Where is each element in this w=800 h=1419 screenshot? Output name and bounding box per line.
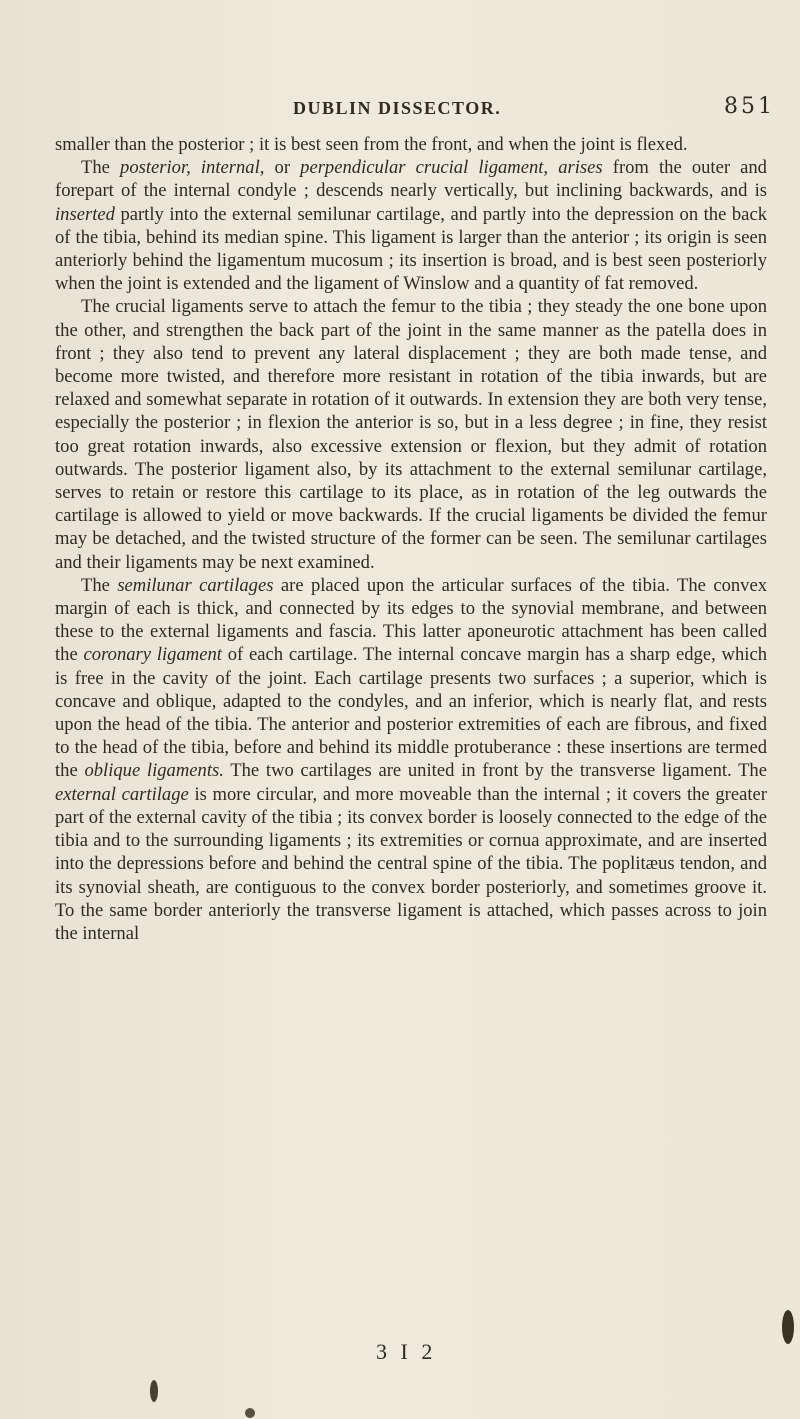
- italic-term: perpendicular crucial ligament,: [300, 157, 549, 179]
- paragraph: [55, 156, 767, 295]
- text-run: The crucial ligaments serve to attach the femur to the tibia ; they steady the one bone upon the other, and strengthen the back part of the joint in the same manner as the patella does in front ; they also tend to prevent any lateral displacement ; they are both made tense, and become more twisted, and therefore more resistant in rotation of the tibia inwards, but are relaxed and somewhat separate in rotation of it outwards. In extension they are both very tense, especially the posterior ; in flexion the anterior is so, but in a less degree ; in fine, they resist too great rotation inwards, also excessive extension or flexion, but they admit of rotation outwards. The posterior ligament also, by its attachment to the external semilunar cartilage, serves to retain or restore this cartilage to its place, as in rotation of the leg outwards the cartilage is allowed to yield or move backwards. If the crucial ligaments be divided the femur may be detached, and the twisted structure of the former can be seen. The semilunar cartilages and their ligaments may be next examined.: [55, 296, 767, 573]
- italic-term: oblique ligaments.: [84, 760, 224, 782]
- signature-mark: 3 I 2: [376, 1339, 437, 1364]
- paragraph: [55, 574, 767, 945]
- italic-term: inserted: [55, 203, 115, 225]
- italic-term: coronary ligament: [83, 644, 222, 666]
- italic-term: arises: [558, 157, 603, 179]
- text-run: [548, 157, 558, 178]
- ink-spot: [150, 1380, 158, 1402]
- text-run: The: [81, 574, 118, 596]
- italic-term: posterior, internal,: [120, 157, 265, 179]
- body-text: [55, 133, 767, 945]
- italic-term: external cartilage: [55, 783, 189, 805]
- text-run: is more circular, and more moveable than the internal ; it covers the greater part of the external cavity of the tibia ; its convex border is loosely connected to the edge of the tibia and to the surrounding ligaments ; its extremities or cornua approximate, and are inserted into the depressions before and behind the central spine of the tibia. The poplitæus tendon, and its synovial sheath, are contiguous to the convex border posteriorly, and sometimes groove it. To the same border anteriorly the transverse ligament is attached, which passes across to join the internal: [55, 783, 767, 944]
- page-number: 851: [724, 94, 775, 119]
- page-header: [0, 94, 800, 124]
- italic-term: semilunar cartilages: [117, 574, 274, 596]
- ink-spot: [245, 1408, 255, 1418]
- paragraph: [55, 133, 767, 156]
- text-run: The: [81, 157, 121, 179]
- text-run: The two cartilages are united in front by the transverse ligament. The: [223, 760, 767, 782]
- text-run: from the outer and forepart of the internal condyle ; descends nearly vertically, but inclining backwards, and is: [55, 157, 767, 202]
- ink-spot: [782, 1310, 794, 1344]
- paragraph: [55, 295, 767, 573]
- text-run: partly into the external semilunar cartilage, and partly into the depression on the back of the tibia, behind its median spine. This ligament is larger than the anterior ; its origin is seen anteriorly behind the ligamentum mucosum ; its insertion is broad, and is best seen posteriorly when the joint is extended and the ligament of Winslow and a quantity of fat removed.: [55, 203, 767, 295]
- text-run: are placed upon the articular surfaces of the tibia. The convex margin of each is thick, and connected by its edges to the synovial membrane, and between these to the external ligaments and fascia. This latter aponeurotic attachment has been called the: [55, 574, 768, 666]
- text-run: or: [264, 157, 301, 179]
- text-run: of each cartilage. The internal concave margin has a sharp edge, which is free in the cavity of the joint. Each cartilage presents two surfaces ; a superior, which is concave and oblique, adapted to the condyles, and an inferior, which is nearly flat, and rests upon the head of the tibia. The anterior and posterior extremities of each are fibrous, and fixed to the head of the tibia, before and behind its middle protuberance : these insertions are termed the: [55, 644, 767, 782]
- running-title: DUBLIN DISSECTOR.: [293, 98, 502, 118]
- text-run: smaller than the posterior ; it is best seen from the front, and when the joint is flexed.: [55, 134, 688, 155]
